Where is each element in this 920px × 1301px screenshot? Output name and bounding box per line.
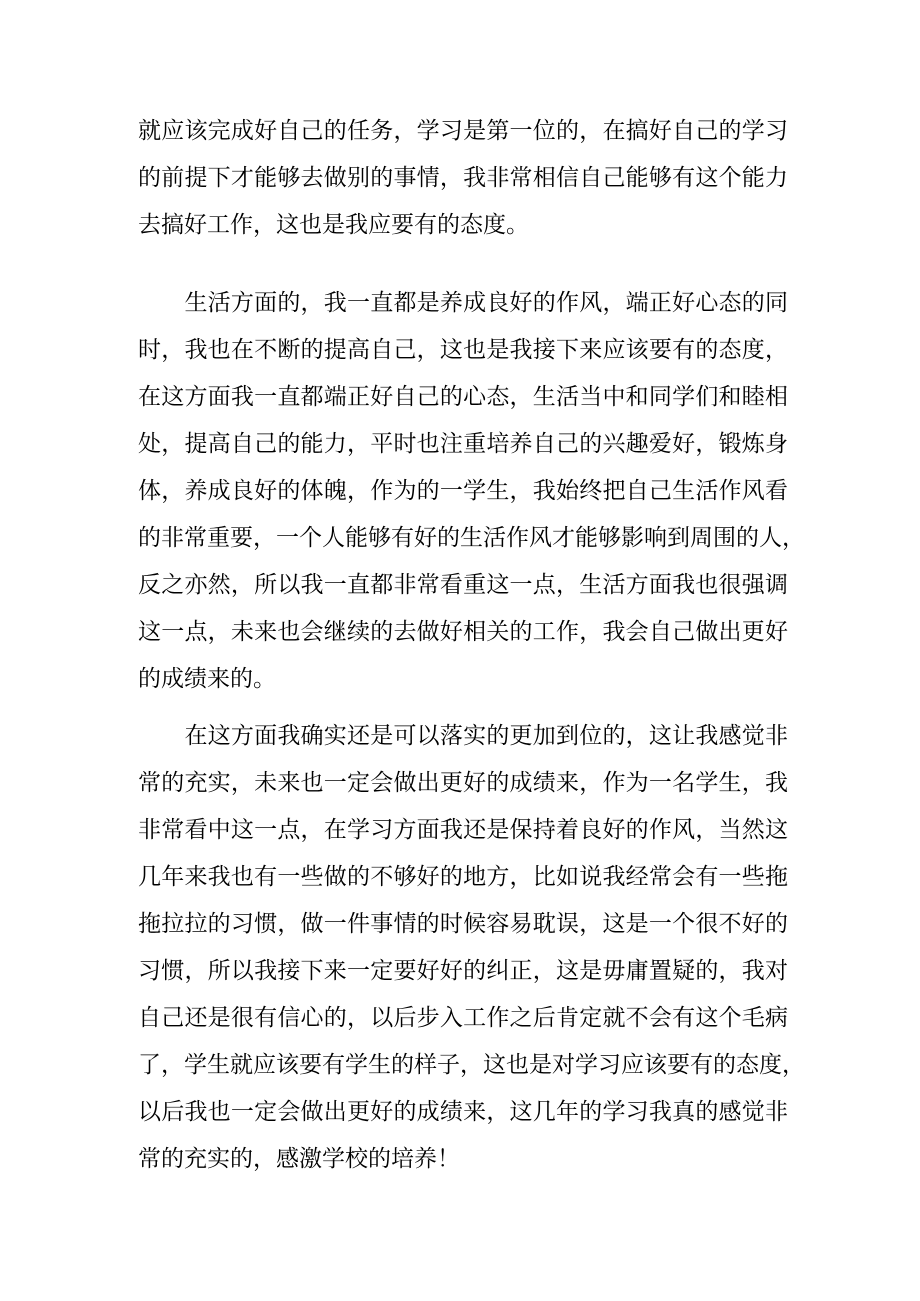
text-line: 自己还是很有信心的，以后步入工作之后肯定就不会有这个毛病	[138, 1005, 788, 1031]
text-line: 处，提高自己的能力，平时也注重培养自己的兴趣爱好，锻炼身	[138, 431, 788, 457]
text-line: 拖拉拉的习惯，做一件事情的时候容易耽误，这是一个很不好的	[138, 911, 788, 937]
text-line: 了，学生就应该要有学生的样子，这也是对学习应该要有的态度，	[138, 1052, 805, 1078]
text-line: 的前提下才能够去做别的事情，我非常相信自己能够有这个能力	[138, 165, 788, 191]
paragraph-study-task	[138, 108, 788, 249]
text-line: 几年来我也有一些做的不够好的地方，比如说我经常会有一些拖	[138, 864, 788, 890]
text-line: 体，养成良好的体魄，作为的一学生，我始终把自己生活作风看	[138, 478, 788, 504]
text-line: 习惯，所以我接下来一定要好好的纠正，这是毋庸置疑的，我对	[138, 958, 788, 984]
paragraph-life-attitude	[138, 280, 805, 703]
text-line: 就应该完成好自己的任务，学习是第一位的，在搞好自己的学习	[138, 118, 788, 144]
text-line: 的非常重要，一个人能够有好的生活作风才能够影响到周围的人，	[138, 525, 805, 551]
text-line: 这一点，未来也会继续的去做好相关的工作，我会自己做出更好	[138, 619, 788, 645]
text-line: 的成绩来的。	[138, 666, 276, 692]
text-line: 生活方面的，我一直都是养成良好的作风，端正好心态的同	[138, 290, 788, 316]
text-line: 常的充实，未来也一定会做出更好的成绩来，作为一名学生，我	[138, 770, 788, 796]
text-line: 非常看中这一点，在学习方面我还是保持着良好的作风，当然这	[138, 817, 788, 843]
text-line: 在这方面我一直都端正好自己的心态，生活当中和同学们和睦相	[138, 384, 788, 410]
text-line: 去搞好工作，这也是我应要有的态度。	[138, 212, 529, 238]
text-line: 以后我也一定会做出更好的成绩来，这几年的学习我真的感觉非	[138, 1099, 788, 1125]
text-line: 常的充实的，感激学校的培养！	[138, 1146, 460, 1172]
text-line: 在这方面我确实还是可以落实的更加到位的，这让我感觉非	[138, 723, 788, 749]
text-line: 时，我也在不断的提高自己，这也是我接下来应该要有的态度，	[138, 337, 788, 363]
text-line: 反之亦然，所以我一直都非常看重这一点，生活方面我也很强调	[138, 572, 788, 598]
paragraph-improvement	[138, 713, 805, 1183]
